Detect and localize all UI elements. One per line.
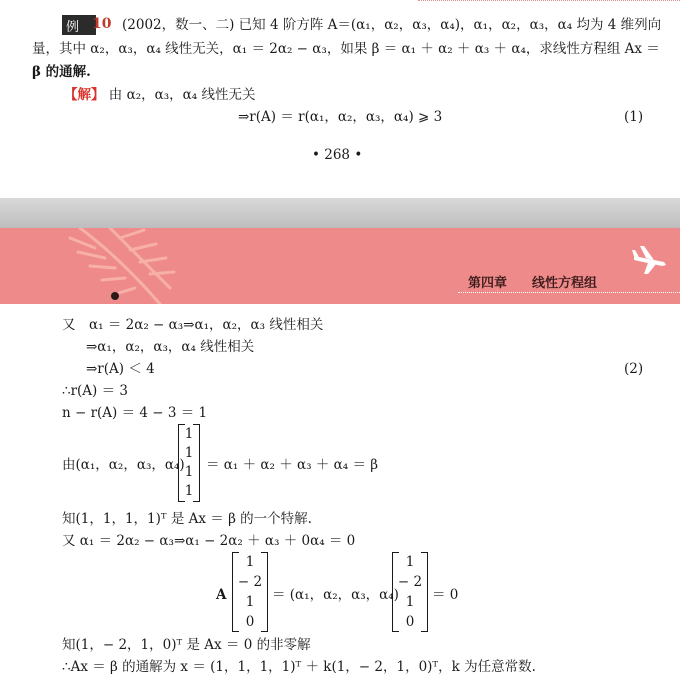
vector-entry: 1 bbox=[184, 426, 194, 442]
solution-tag: 【解】 bbox=[64, 87, 105, 103]
step-line-7: 知(1，1，1，1)ᵀ 是 Ax ＝ β 的一个特解. bbox=[62, 511, 312, 527]
vector-entry: 0 bbox=[245, 614, 255, 630]
example-label: 例 bbox=[66, 20, 80, 35]
vector-entry: 1 bbox=[405, 554, 415, 570]
vector-entry: 1 bbox=[245, 554, 255, 570]
dotted-rule bbox=[418, 0, 680, 1]
problem-line-2: 量，其中 α₂，α₃，α₄ 线性无关，α₁ ＝ 2α₂ − α₃，如果 β ＝ α₁ ＋ α₂ ＋ α₃ ＋ α₄，求线性方程组 Ax ＝ bbox=[32, 41, 660, 57]
equation-1-number: (1) bbox=[624, 109, 644, 125]
page-bottom bbox=[0, 304, 680, 679]
vector-entry: 1 bbox=[245, 594, 255, 610]
solution-text: 由 α₂，α₃，α₄ 线性无关 bbox=[108, 87, 256, 103]
equation-2-number: (2) bbox=[624, 361, 644, 377]
vector-entry: − 2 bbox=[397, 574, 423, 590]
step-line-9-end: ＝ 0 bbox=[432, 587, 459, 603]
step-line-10: 知(1，− 2，1，0)ᵀ 是 Ax ＝ 0 的非零解 bbox=[62, 637, 311, 653]
column-vector-2 bbox=[392, 552, 428, 632]
page-gap bbox=[0, 198, 680, 228]
step-line-4: ∴r(A) ＝ 3 bbox=[62, 383, 128, 399]
page-top bbox=[0, 0, 680, 198]
step-line-6-prefix: 由(α₁，α₂，α₃，α₄) bbox=[62, 457, 185, 473]
step-line-3: ⇒r(A) ＜ 4 bbox=[86, 361, 155, 377]
step-line-5: n − r(A) ＝ 4 − 3 ＝ 1 bbox=[62, 405, 208, 421]
vector-entry: 1 bbox=[405, 594, 415, 610]
chapter-number: 第四章 bbox=[468, 276, 508, 291]
vector-entry: 1 bbox=[184, 483, 194, 499]
vector-entry: 1 bbox=[184, 464, 194, 480]
problem-line-1: (2002，数一、二) 已知 4 阶方阵 A＝(α₁，α₂，α₃，α₄)，α₁，α₂，α₃，α₄ 均为 4 维列向 bbox=[122, 17, 662, 33]
step-line-1: 又 α₁ ＝ 2α₂ − α₃⇒α₁，α₂，α₃ 线性相关 bbox=[62, 317, 324, 333]
step-line-9-middle: ＝ (α₁，α₂，α₃，α₄) bbox=[272, 587, 399, 603]
problem-line-3: β 的通解. bbox=[32, 64, 91, 80]
conclusion-line: ∴Ax ＝ β 的通解为 x ＝ (1，1，1，1)ᵀ ＋ k(1，− 2，1，0)ᵀ，k 为任意常数. bbox=[62, 659, 536, 675]
vector-entry: − 2 bbox=[237, 574, 263, 590]
header-rule bbox=[458, 292, 680, 293]
step-line-8: 又 α₁ ＝ 2α₂ − α₃⇒α₁ − 2α₂ ＋ α₃ ＋ 0α₄ ＝ 0 bbox=[62, 533, 356, 549]
vector-entry: 0 bbox=[405, 614, 415, 630]
solution-line bbox=[64, 86, 255, 104]
equation-1: ⇒r(A) ＝ r(α₁，α₂，α₃，α₄) ⩾ 3 bbox=[238, 109, 443, 125]
airplane-icon bbox=[630, 242, 670, 276]
step-line-6-suffix: ＝ α₁ ＋ α₂ ＋ α₃ ＋ α₄ ＝ β bbox=[206, 457, 379, 473]
vector-entry: 1 bbox=[184, 445, 194, 461]
matrix-A-label: A bbox=[216, 587, 227, 603]
leaf-decoration-icon bbox=[40, 228, 240, 304]
example-number: 10 bbox=[92, 16, 112, 32]
column-vector-1 bbox=[232, 552, 268, 632]
page-number: • 268 • bbox=[312, 147, 363, 163]
chapter-name: 线性方程组 bbox=[532, 276, 598, 291]
step-line-2: ⇒α₁，α₂，α₃，α₄ 线性相关 bbox=[86, 339, 255, 355]
column-vector-ones bbox=[178, 424, 200, 502]
chapter-header bbox=[0, 228, 680, 304]
